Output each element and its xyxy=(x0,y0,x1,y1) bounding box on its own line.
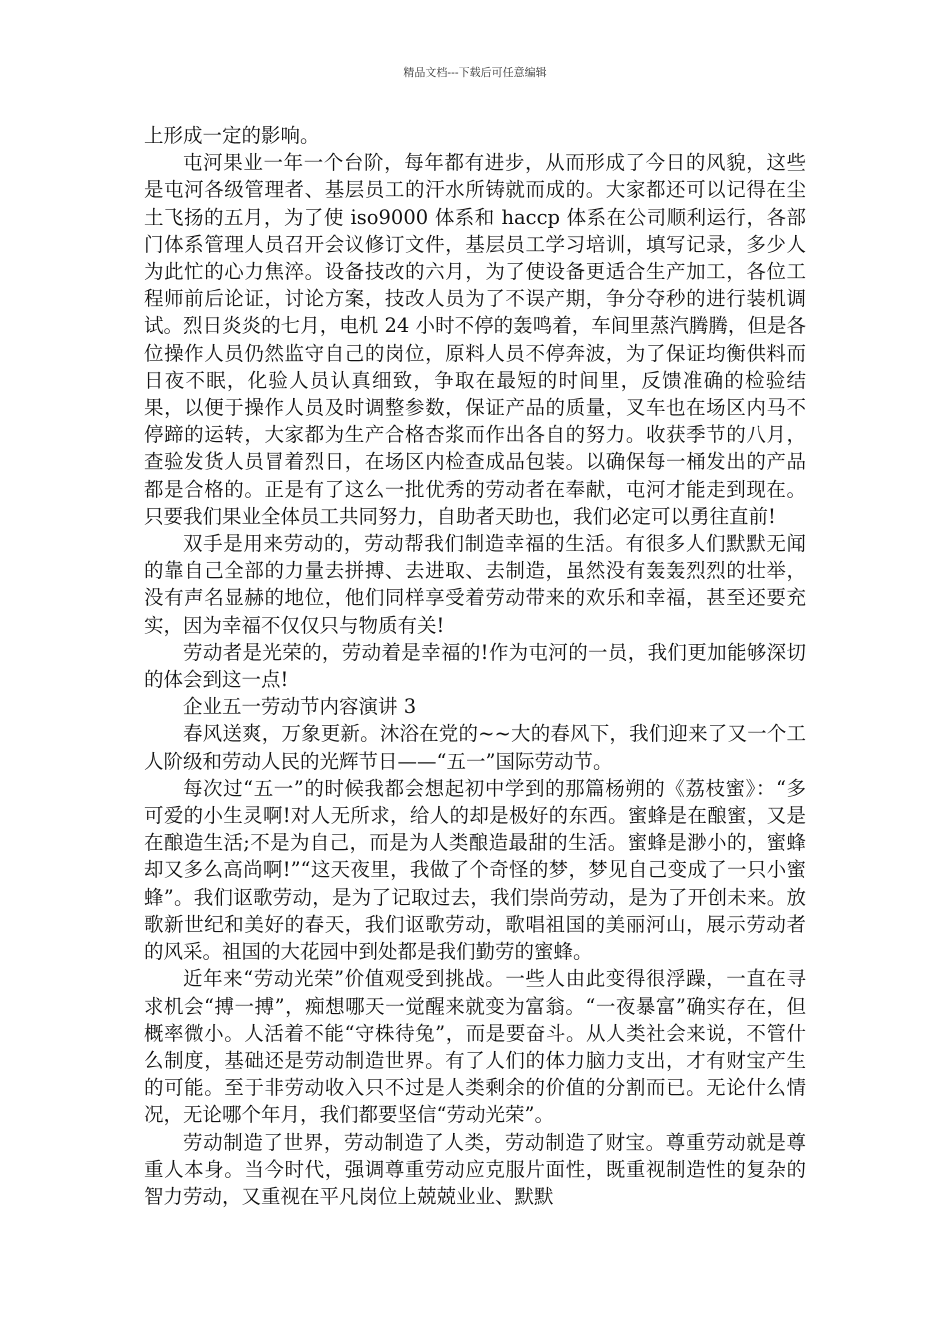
page-header: 精品文档---下载后可任意编辑 xyxy=(403,66,547,79)
section-title: 企业五一劳动节内容演讲 3 xyxy=(183,695,417,719)
paragraph-continuation: 上形成一定的影响。 xyxy=(144,124,320,147)
paragraph-tunhe-fruit: 屯河果业一年一个台阶，每年都有进步，从而形成了今日的风貌，这些是屯河各级管理者、基层员工的汗水所铸就而成的。大家都还可以记得在尘土飞扬的五月，为了使 iso9000 体系和 haccp 体系在公司顺利运行，各部门体系管理人员召开会议修订文件，基层员工学习培训，填写记录，多少人为此忙的心力焦淬。设备技改的六月，为了使设备更适合生产加工，各位工程师前后论证，讨论方案，技改人员为了不误产期，争分夺秒的进行装机调试。烈日炎炎的七月，电机 24 小时不停的轰鸣着，车间里蒸汽腾腾，但是各位操作人员仍然监守自己的岗位，原料人员不停奔波，为了保证均衡供料而日夜不眠，化验人员认真细致，争取在最短的时间里，反馈准确的检验结果，以便于操作人员及时调整参数，保证产品的质量，叉车也在场区内马不停蹄的运转，大家都为生产合格杏浆而作出各自的努力。收获季节的八月，查验发货人员冒着烈日，在场区内检查成品包装。以确保每一桶发出的产品都是合格的。正是有了这么一批优秀的劳动者在奉献，屯河才能走到现在。只要我们果业全体员工共同努力，自助者天助也，我们必定可以勇往直前! xyxy=(144,151,806,528)
paragraph-labor-glory-values: 近年来“劳动光荣”价值观受到挑战。一些人由此变得很浮躁，一直在寻求机会“搏一搏”，痴想哪天一觉醒来就变为富翁。“一夜暴富”确实存在，但概率微小。人活着不能“守株待兔”，而是要奋斗。从人类社会来说，不管什么制度，基础还是劳动制造世界。有了人们的体力脑力支出，才有财宝产生的可能。至于非劳动收入只不过是人类剩余的价值的分割而已。无论什么情况，无论哪个年月，我们都要坚信“劳动光荣”。 xyxy=(144,967,806,1127)
paragraph-laborers-glory: 劳动者是光荣的，劳动着是幸福的!作为屯河的一员，我们更加能够深切的体会到这一点! xyxy=(144,640,806,692)
paragraph-lychee-honey: 每次过“五一”的时候我都会想起初中学到的那篇杨朔的《荔枝蜜》：“多可爱的小生灵啊!对人无所求，给人的却是极好的东西。蜜蜂是在酿蜜，又是在酿造生活;不是为自己，而是为人类酿造最甜的生活。蜜蜂是渺小的，蜜蜂却又多么高尚啊!”“这天夜里，我做了个奇怪的梦，梦见自己变成了一只小蜜蜂”。我们讴歌劳动，是为了记取过去，我们崇尚劳动，是为了开创未来。放歌新世纪和美好的春天，我们讴歌劳动，歌唱祖国的美丽河山，展示劳动者的风采。祖国的大花园中到处都是我们勤劳的蜜蜂。 xyxy=(144,776,806,964)
document-body xyxy=(144,122,806,1210)
paragraph-labor-created-world: 劳动制造了世界，劳动制造了人类，劳动制造了财宝。尊重劳动就是尊重人本身。当今时代，强调尊重劳动应克服片面性，既重视制造性的复杂的智力劳动，又重视在平凡岗位上兢兢业业、默默 xyxy=(144,1130,806,1208)
paragraph-hands-labor: 双手是用来劳动的，劳动帮我们制造幸福的生活。有很多人们默默无闻的靠自己全部的力量去拼搏、去进取、去制造，虽然没有轰轰烈烈的壮举，没有声名显赫的地位，他们同样享受着劳动带来的欢乐和幸福，甚至还要充实，因为幸福不仅仅只与物质有关! xyxy=(144,532,806,637)
paragraph-spring-breeze: 春风送爽，万象更新。沐浴在党的~~大的春风下，我们迎来了又一个工人阶级和劳动人民的光辉节日——“五一”国际劳动节。 xyxy=(144,722,806,773)
